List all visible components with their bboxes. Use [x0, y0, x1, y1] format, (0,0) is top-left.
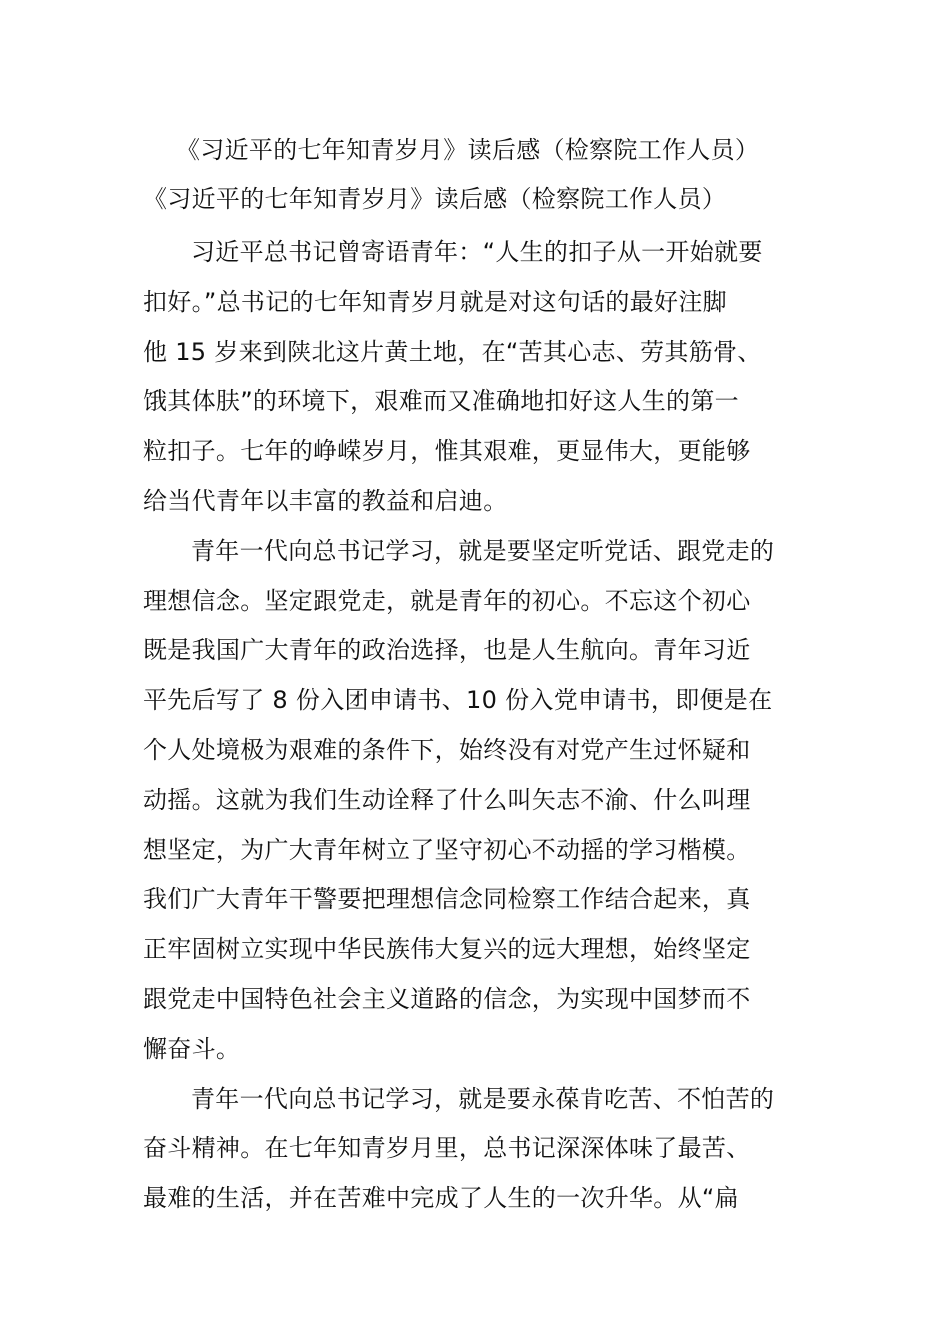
paragraph-3-line-3: 最难的生活，并在苦难中完成了人生的一次升华。从“扁: [143, 1184, 739, 1213]
paragraph-2-line-5: 个人处境极为艰难的条件下，始终没有对党产生过怀疑和: [143, 735, 751, 764]
paragraph-2-line-10: 跟党走中国特色社会主义道路的信念，为实现中国梦而不: [143, 984, 751, 1013]
paragraph-2-line-7: 想坚定，为广大青年树立了坚守初心不动摇的学习楷模。: [143, 835, 751, 864]
paragraph-2-line-3: 既是我国广大青年的政治选择，也是人生航向。青年习近: [143, 636, 751, 665]
document-title: 《习近平的七年知青岁月》读后感（检察院工作人员）: [176, 136, 760, 164]
document-subtitle: 《习近平的七年知青岁月》读后感（检察院工作人员）: [143, 185, 727, 213]
paragraph-1-line-5: 粒扣子。七年的峥嵘岁月，惟其艰难，更显伟大，更能够: [143, 437, 751, 466]
paragraph-3-line-2: 奋斗精神。在七年知青岁月里，总书记深深体味了最苦、: [143, 1134, 751, 1163]
paragraph-2-line-9: 正牢固树立实现中华民族伟大复兴的远大理想，始终坚定: [143, 935, 751, 964]
paragraph-2-line-8: 我们广大青年干警要把理想信念同检察工作结合起来，真: [143, 885, 751, 914]
paragraph-2-line-6: 动摇。这就为我们生动诠释了什么叫矢志不渝、什么叫理: [143, 785, 751, 814]
paragraph-2-line-2: 理想信念。坚定跟党走，就是青年的初心。不忘这个初心: [143, 586, 751, 615]
paragraph-1-line-1: 习近平总书记曾寄语青年：“人生的扣子从一开始就要: [191, 238, 763, 266]
paragraph-1-line-4: 饿其体肤”的环境下，艰难而又准确地扣好这人生的第一: [143, 387, 739, 416]
paragraph-1-line-6: 给当代青年以丰富的教益和启迪。: [143, 486, 508, 515]
paragraph-2-line-11: 懈奋斗。: [143, 1034, 241, 1063]
paragraph-2-line-1: 青年一代向总书记学习，就是要坚定听党话、跟党走的: [191, 536, 775, 565]
document-body: [143, 228, 813, 1224]
paragraph-1-line-2: 扣好。”总书记的七年知青岁月就是对这句话的最好注脚: [143, 287, 727, 316]
paragraph-3-line-1: 青年一代向总书记学习，就是要永葆肯吃苦、不怕苦的: [191, 1084, 775, 1113]
paragraph-2-line-4: 平先后写了 8 份入团申请书、10 份入党申请书，即便是在: [143, 686, 773, 715]
paragraph-1-line-3: 他 15 岁来到陕北这片黄土地，在“苦其心志、劳其筋骨、: [143, 337, 762, 366]
